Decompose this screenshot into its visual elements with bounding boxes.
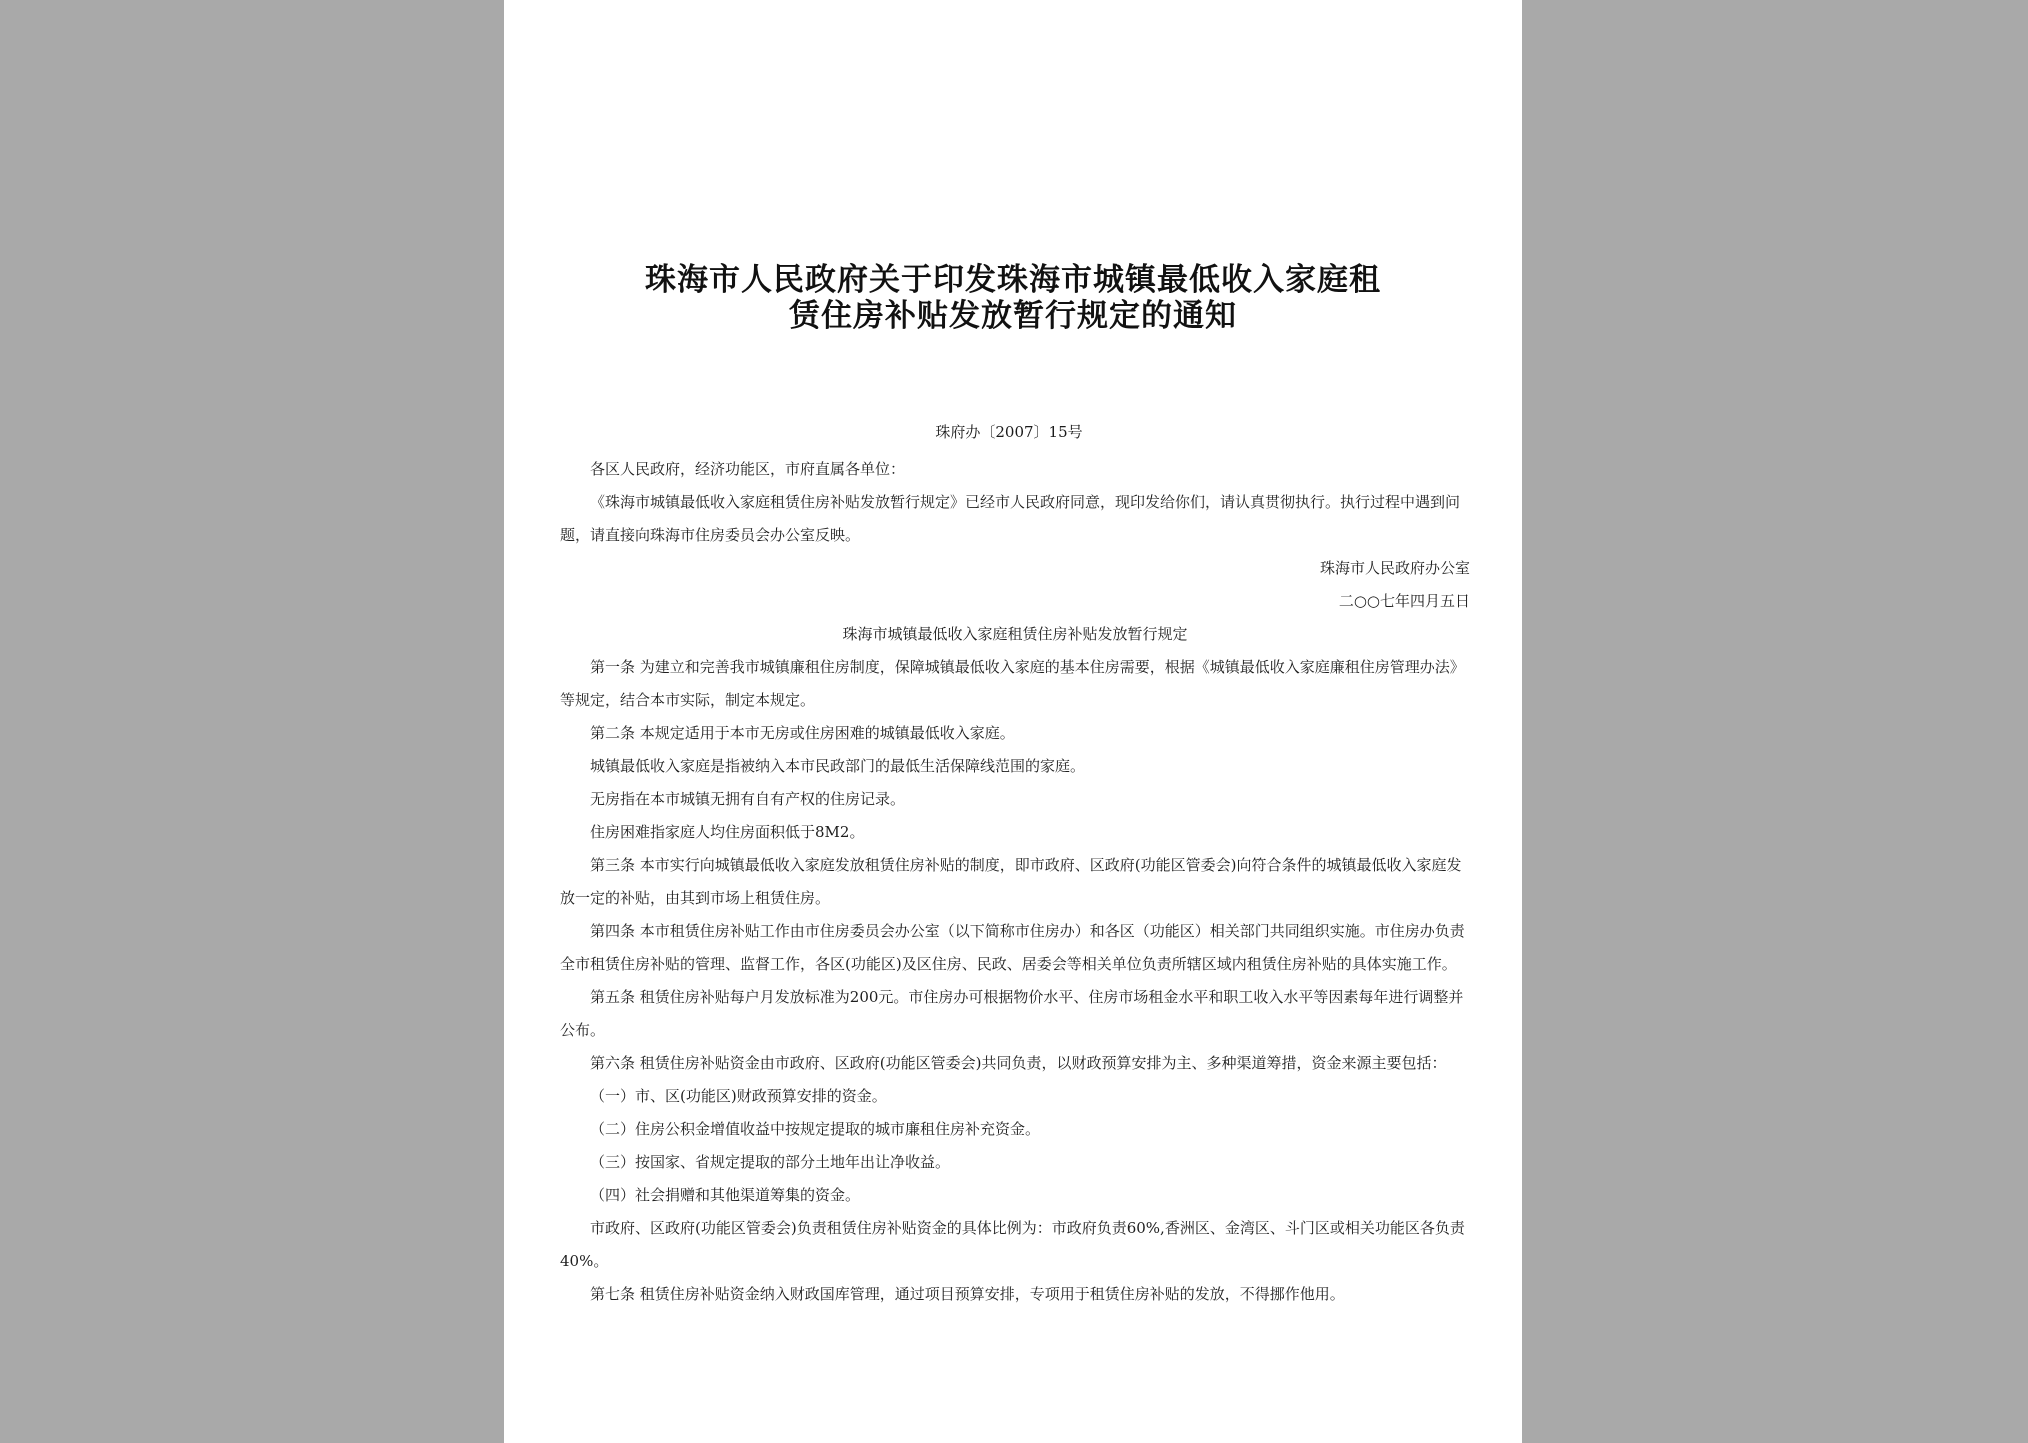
addressee: 各区人民政府，经济功能区，市府直属各单位： xyxy=(590,460,906,478)
intro-paragraph: 《珠海市城镇最低收入家庭租赁住房补贴发放暂行规定》已经市人民政府同意，现印发给你们，请认真贯彻执行。执行过程中遇到问题，请直接向珠海市住房委员会办公室反映。 xyxy=(560,493,1461,544)
definition-no-house: 无房指在本市城镇无拥有自有产权的住房记录。 xyxy=(590,790,906,808)
article-4: 第四条 本市租赁住房补贴工作由市住房委员会办公室（以下简称市住房办）和各区（功能区）相关部门共同组织实施。市住房办负责全市租赁住房补贴的管理、监督工作，各区(功能区)及区住房、民政、居委会等相关单位负责所辖区域内租赁住房补贴的具体实施工作。 xyxy=(560,922,1465,973)
fund-source-1: （一）市、区(功能区)财政预算安排的资金。 xyxy=(590,1087,887,1105)
document-body xyxy=(560,453,1470,1311)
fund-source-3: （三）按国家、省规定提取的部分土地年出让净收益。 xyxy=(590,1153,951,1171)
definition-housing-difficulty: 住房困难指家庭人均住房面积低于8M2。 xyxy=(590,823,865,841)
definition-low-income: 城镇最低收入家庭是指被纳入本市民政部门的最低生活保障线范围的家庭。 xyxy=(590,757,1086,775)
article-2: 第二条 本规定适用于本市无房或住房困难的城镇最低收入家庭。 xyxy=(590,724,1015,742)
article-3: 第三条 本市实行向城镇最低收入家庭发放租赁住房补贴的制度，即市政府、区政府(功能区管委会)向符合条件的城镇最低收入家庭发放一定的补贴，由其到市场上租赁住房。 xyxy=(560,856,1462,907)
title-line-2: 赁住房补贴发放暂行规定的通知 xyxy=(789,298,1237,334)
title-line-1: 珠海市人民政府关于印发珠海市城镇最低收入家庭租 xyxy=(645,262,1381,298)
article-6: 第六条 租赁住房补贴资金由市政府、区政府(功能区管委会)共同负责，以财政预算安排为主、多种渠道筹措，资金来源主要包括： xyxy=(590,1054,1447,1072)
article-1: 第一条 为建立和完善我市城镇廉租住房制度，保障城镇最低收入家庭的基本住房需要，根据《城镇最低收入家庭廉租住房管理办法》等规定，结合本市实际，制定本规定。 xyxy=(560,658,1465,709)
article-5: 第五条 租赁住房补贴每户月发放标准为200元。市住房办可根据物价水平、住房市场租金水平和职工收入水平等因素每年进行调整并公布。 xyxy=(560,988,1464,1039)
issue-date: 二○○七年四月五日 xyxy=(1338,592,1470,610)
document-number: 珠府办〔2007〕15号 xyxy=(935,423,1083,441)
funding-ratio: 市政府、区政府(功能区管委会)负责租赁住房补贴资金的具体比例为：市政府负责60%,香洲区、金湾区、斗门区或相关功能区各负责40%。 xyxy=(560,1219,1465,1270)
fund-source-2: （二）住房公积金增值收益中按规定提取的城市廉租住房补充资金。 xyxy=(590,1120,1041,1138)
document-title xyxy=(504,262,1522,334)
regulation-title: 珠海市城镇最低收入家庭租赁住房补贴发放暂行规定 xyxy=(842,625,1188,643)
fund-source-4: （四）社会捐赠和其他渠道筹集的资金。 xyxy=(590,1186,861,1204)
document-page xyxy=(504,0,1522,1443)
issuer: 珠海市人民政府办公室 xyxy=(1319,559,1470,577)
article-7: 第七条 租赁住房补贴资金纳入财政国库管理，通过项目预算安排，专项用于租赁住房补贴的发放，不得挪作他用。 xyxy=(590,1285,1345,1303)
